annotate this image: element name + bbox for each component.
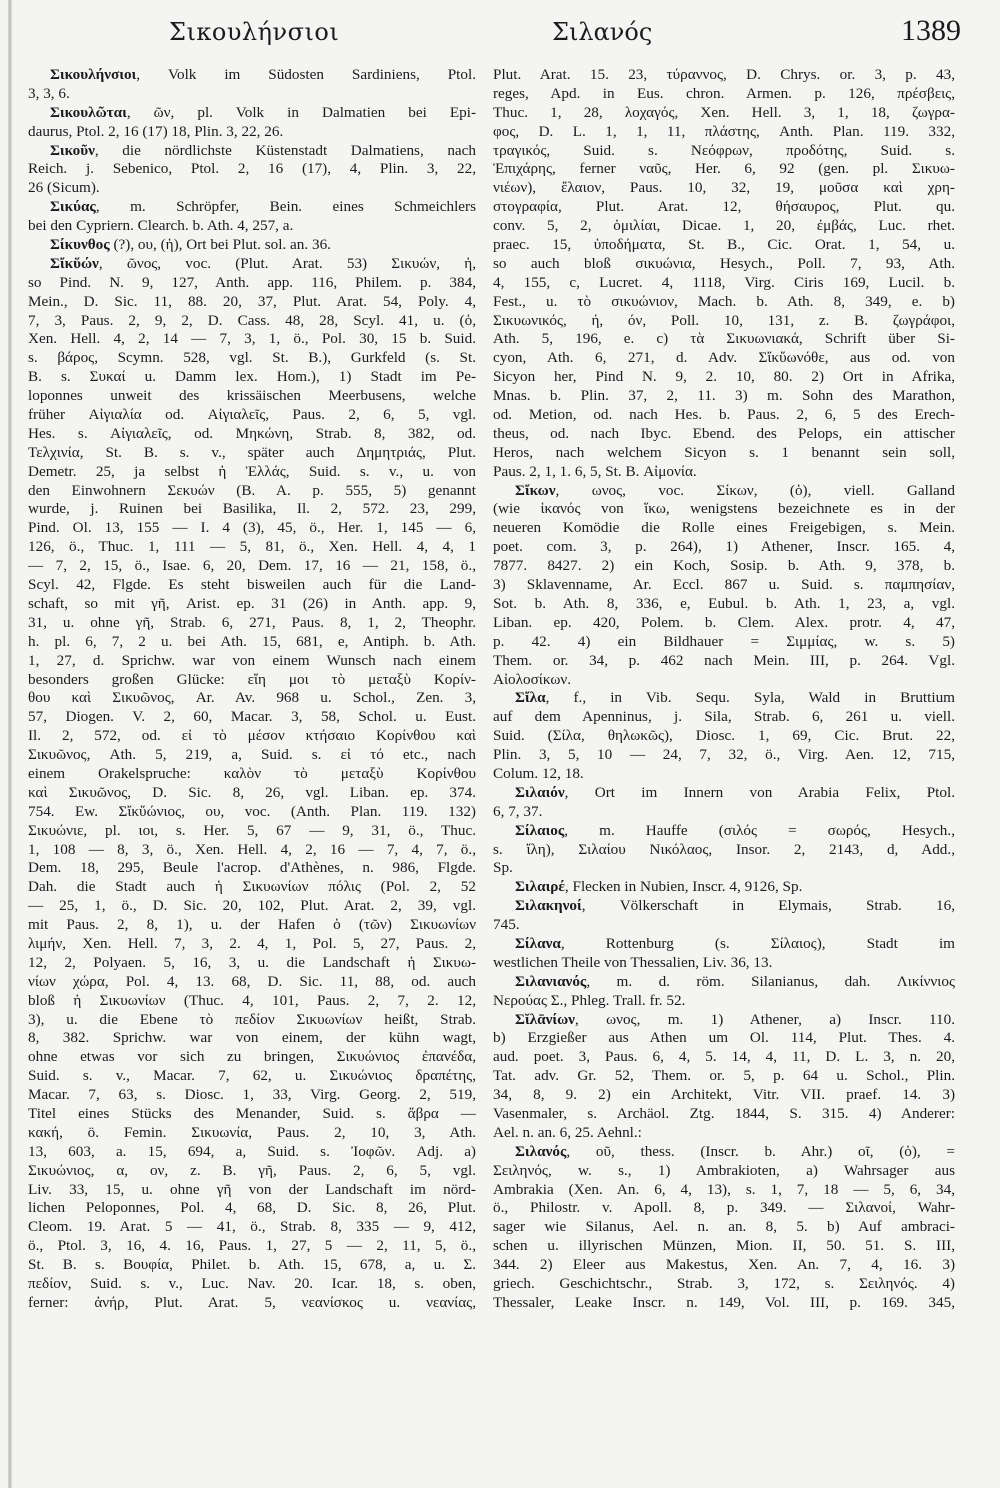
entry-text-line: φος, D. L. 1, 1, 11, πλάστης, Anth. Plan. 119. 332, bbox=[493, 122, 955, 140]
entry-text-line: στογραφία, Plut. Arat. 12, θήσαυρος, Plut. qu. bbox=[493, 198, 955, 216]
entry-text-line: 31, u. ohne γῆ, Strab. 6, 271, Paus. 8, 1, 2, Theophr. bbox=[28, 613, 476, 631]
entry-text-line: s. ἴλη), Σιλαίου Νικόλαος, Insor. 2, 2143, d, Add., bbox=[493, 840, 955, 858]
entry-text-line: p. 42. 4) ein Bildhauer = Σιμμίας, w. s. 5) bbox=[493, 632, 955, 650]
entry-text-line: Liv. 33, 15, u. ohne γῆ von der Landschaft im nörd- bbox=[28, 1180, 476, 1198]
entry-text-line: B. s. Συκαί u. Damm lex. Hom.), 1) Stadt im Pe- bbox=[28, 368, 476, 386]
entry-text-line: St. B. s. Βουφία, Philet. b. Ath. 15, 678, a, u. Σ. bbox=[28, 1256, 476, 1274]
entry-text-line: Tat. adv. Gr. 52, Them. or. 5, p. 64 u. Schol., Plin. bbox=[493, 1067, 955, 1085]
entry-text-line: Αἰολοσίκων. bbox=[493, 670, 572, 688]
entry-text-line: νίων χώρα, Pol. 4, 13. 68, D. Sic. 11, 88, od. auch bbox=[28, 972, 476, 990]
entry-text-line: so auch bloß σικυώνια, Hesych., Poll. 7, 93, Ath. bbox=[493, 254, 955, 272]
entry-text-line: Titel eines Stücks des Menander, Suid. s. ἅβρα — bbox=[28, 1104, 476, 1122]
entry-text-line: Sot. b. Ath. 8, 336, e, Eubul. b. Ath. 1, 23, a, vgl. bbox=[493, 594, 955, 612]
headword: Σῐλᾱνίων bbox=[515, 1010, 575, 1028]
entry-text-line: 8, 382. Sprichw. war von einem, der kühn wagt, bbox=[28, 1029, 476, 1047]
entry-text-line: καὶ Σικυῶνος, D. Sic. 8, 26, vgl. Liban. ep. 374. bbox=[28, 783, 476, 801]
entry-text-line: 4, 155, c, Lucret. 4, 1118, Virg. Ciris 169, Lucil. b. bbox=[493, 273, 955, 291]
headword: Σιλακηνοί bbox=[515, 897, 582, 915]
entry-headword-line: Σἴλα, f., in Vib. Sequ. Syla, Wald in Bruttium bbox=[515, 689, 955, 707]
entry-headword-line: Σιλακηνοί, Völkerschaft in Elymais, Strab. 16, bbox=[515, 897, 955, 915]
running-head-center: Σιλανός bbox=[552, 18, 653, 46]
entry-text-line: so Pind. N. 9, 127, Anth. app. 116, Philem. p. 384, bbox=[28, 273, 476, 291]
entry-text-line: λιμήν, Xen. Hell. 7, 3, 2. 4, 1, Pol. 5, 27, Paus. 2, bbox=[28, 934, 476, 952]
entry-text-line: Hes. s. Αἰγιαλεῖς, od. Μηκώνη, Strab. 8, 382, od. bbox=[28, 424, 476, 442]
entry-text-line: Thessaler, Leake Inscr. n. 149, Vol. III, p. 169. 345, bbox=[493, 1293, 955, 1311]
entry-text-line: Plin. 3, 5, 10 — 24, 7, 32, ö., Virg. Aen. 12, 715, bbox=[493, 746, 955, 764]
entry-headword-line: Σιλαιρέ, Flecken in Nubien, Inscr. 4, 9126, Sp. bbox=[515, 878, 803, 896]
entry-text-line: Pind. Ol. 13, 155 — I. 4 (3), 45, ö., Her. 1, 145 — 6, bbox=[28, 519, 476, 537]
entry-text-line: Ambrakia (Xen. An. 6, 4, 13), s. 1, 7, 18 — 5, 6, 34, bbox=[493, 1180, 955, 1198]
entry-text-line: griech. Geschichtschr., Strab. 3, 172, s. Σειληνός. 4) bbox=[493, 1275, 955, 1292]
entry-text-line: κακή, ö. Femin. Σικυωνία, Paus. 2, 10, 3, Ath. bbox=[28, 1123, 476, 1141]
page-header bbox=[24, 12, 984, 52]
headword: Σικοῦν bbox=[50, 141, 95, 159]
entry-text-line: 126, ö., Thuc. 1, 111 — 5, 81, ö., Xen. Hell. 4, 4, 1 bbox=[28, 538, 476, 556]
entry-text-line: conv. 5, 2, ὁμιλίαι, Dicae. 1, 20, ἐμβάς, Luc. rhet. bbox=[493, 217, 955, 235]
entry-text-line: — 25, 1, ö., D. Sic. 20, 102, Plut. Arat. 2, 39, vgl. bbox=[28, 897, 476, 915]
entry-text-line: Scyl. 42, Flgde. Es steht bisweilen auch für die Land- bbox=[28, 576, 476, 594]
entry-text-line: Σικυώνιε, pl. ιοι, s. Her. 5, 67 — 9, 31, ö., Thuc. bbox=[28, 821, 476, 839]
entry-text-line: 7, 3, Paus. 2, 9, 2, D. Cass. 48, 28, Scyl. 41, u. (ὁ, bbox=[28, 311, 476, 329]
entry-text-line: reges, Apd. in Eus. chron. Armen. p. 126, πρέσβεις, bbox=[493, 84, 955, 102]
entry-text-line: früher Αἰγιαλία od. Αἰγιαλεῖς, Paus. 2, 6, 5, vgl. bbox=[28, 406, 476, 424]
entry-headword-line: Σιλανιανός, m. d. röm. Silanianus, dah. Λικίννιος bbox=[515, 972, 955, 990]
entry-text-line: auf dem Apenninus, j. Sila, Strab. 6, 261 u. viell. bbox=[493, 708, 955, 726]
dictionary-page bbox=[24, 0, 984, 1488]
entry-text-line: Demetr. 25, ja selbst ἡ Ἑλλάς, Suid. s. v., u. von bbox=[28, 462, 476, 480]
entry-headword-line: Σἴκων, ωνος, voc. Σίκων, (ὁ), viell. Galland bbox=[515, 481, 955, 499]
entry-headword-line: Σικουλῶται, ῶν, pl. Volk in Dalmatien bei Epi- bbox=[50, 103, 476, 121]
entry-text-line: bloß ἡ Σικυωνίων (Thuc. 4, 101, Paus. 2, 7, 2. 12, bbox=[28, 991, 476, 1009]
entry-text-line: Paus. 2, 1, 1. 6, 5, St. B. Αἰμονία. bbox=[493, 462, 697, 480]
entry-text-line: 26 (Sicum). bbox=[28, 179, 100, 197]
entry-text-line: s. βάρος, Scymn. 528, vgl. St. B.), Gurkfeld (s. St. bbox=[28, 349, 476, 367]
entry-text-line: 57, Diogen. V. 2, 60, Macar. 3, 58, Schol. u. Eust. bbox=[28, 708, 476, 726]
entry-text-line: ö., Ptol. 3, 16, 4. 16, Paus. 1, 27, 5 — 2, 11, 5, ö., bbox=[28, 1237, 476, 1255]
entry-text-line: Τελχινία, St. B. s. v., später auch Δημητριάς, Plut. bbox=[28, 443, 476, 461]
entry-text-line: Mnas. b. Plin. 37, 2, 11. 3) m. Sohn des Marathon, bbox=[493, 387, 955, 405]
entry-text-line: Σικυῶνος, Ath. 5, 219, a, Suid. s. εἰ τό etc., nach bbox=[28, 746, 476, 764]
entry-text-line: Sicyon her, Pind N. 9, 2. 10, 80. 2) Ort in Afrika, bbox=[493, 368, 955, 386]
entry-text-line: h. pl. 6, 7, 2 u. bei Ath. 15, 681, e, Antiph. b. Ath. bbox=[28, 632, 476, 650]
entry-headword-line: Σικουλήνσιοι, Volk im Südosten Sardiniens, Ptol. bbox=[50, 66, 476, 83]
running-head-left: Σικουλήνσιοι bbox=[169, 18, 340, 46]
entry-headword-line: Σίκυνθος (?), ου, (ἡ), Ort bei Plut. sol. an. 36. bbox=[50, 236, 331, 254]
left-column bbox=[28, 66, 476, 1313]
entry-text-line: Dem. 18, 295, Beule l'acrop. d'Athènes, n. 986, Flgde. bbox=[28, 859, 476, 877]
entry-text-line: Ath. 5, 196, e. c) τὰ Σικυωνιακά, Schrift über Si- bbox=[493, 330, 955, 348]
entry-text-line: πεδίον, Suid. s. v., Luc. Nav. 20. Icar. 18, s. oben, bbox=[28, 1275, 476, 1292]
entry-headword-line: Σιλαιόν, Ort im Innern von Arabia Felix, Ptol. bbox=[515, 783, 955, 801]
entry-text-line: loponnes unweit des krissäischen Meerbusens, welche bbox=[28, 387, 476, 405]
entry-text-line: 12, 2, Polyaen. 5, 16, 3, u. die Landschaft ἡ Σικυω- bbox=[28, 953, 476, 971]
entry-text-line: lichen Peloponnes, Pol. 4, 68, D. Sic. 8, 26, Plut. bbox=[28, 1199, 476, 1217]
entry-text-line: Mein., D. Sic. 11, 88. 20, 37, Plut. Arat. 54, Poly. 4, bbox=[28, 292, 476, 310]
entry-text-line: Σικυώνιος, α, ον, z. B. γῆ, Paus. 2, 6, 5, vgl. bbox=[28, 1161, 476, 1179]
headword: Σίλαιος bbox=[515, 821, 565, 839]
entry-headword-line: Σικύας, m. Schröpfer, Bein. eines Schmeichlers bbox=[50, 198, 476, 216]
headword: Σίλανα bbox=[515, 934, 561, 952]
entry-text-line: theus, od. nach Ibyc. Ebend. des Pelops, ein attischer bbox=[493, 424, 955, 442]
entry-headword-line: Σιλανός, οῦ, thess. (Inscr. b. Ahr.) οῖ, (ὁ), = bbox=[515, 1142, 955, 1160]
headword: Σικουλῶται bbox=[50, 103, 127, 121]
entry-text-line: ohne etwas vor sich zu bringen, Σικυώνιος ἐπανέδα, bbox=[28, 1048, 476, 1066]
right-column bbox=[493, 66, 955, 1313]
headword: Σιλανός bbox=[515, 1142, 567, 1160]
entry-text-line: (wie ἱκανός von ἵκω, wenigstens bezeichnete es in der bbox=[493, 500, 955, 518]
entry-text-line: bei den Cypriern. Clearch. b. Ath. 4, 257, a. bbox=[28, 217, 294, 235]
entry-text-line: aud. poet. 3, Paus. 6, 4, 5. 14, 4, 11, D. L. 3, n. 20, bbox=[493, 1048, 955, 1066]
entry-text-line: einem Orakelspruche: καλὸν τὸ μεταξὺ Κορίνθου bbox=[28, 764, 476, 782]
headword: Σἴλα bbox=[515, 689, 546, 707]
entry-text-line: westlichen Theile von Thessalien, Liv. 36, 13. bbox=[493, 953, 773, 971]
entry-text-line: cyon, Ath. 6, 271, d. Adv. Σἴκὕωνόθε, aus od. von bbox=[493, 349, 955, 367]
entry-text-line: sager wie Silanus, Ael. n. an. 8, 5. b) Auf ambraci- bbox=[493, 1218, 955, 1236]
entry-text-line: den Einwohnern Σεκυών (B. A. p. 555, 5) genannt bbox=[28, 481, 476, 499]
entry-text-line: Them. or. 34, p. 462 nach Mein. III, p. 264. Vgl. bbox=[493, 651, 955, 669]
entry-text-line: ö., Philostr. v. Apoll. 8, p. 349. — Σιλανοί, Wahr- bbox=[493, 1199, 955, 1217]
entry-text-line: Suid. s. v., Macar. 7, 62, u. Σικυώνιος δραπέτης, bbox=[28, 1067, 476, 1085]
entry-headword-line: Σῐλᾱνίων, ωνος, m. 1) Athener, a) Inscr. 110. bbox=[515, 1010, 955, 1028]
entry-text-line: 754. Ew. Σἴκὕώνιος, ου, voc. (Anth. Plan. 119. 132) bbox=[28, 802, 476, 820]
entry-headword-line: Σικοῦν, die nördlichste Küstenstadt Dalmatiens, nach bbox=[50, 141, 476, 159]
entry-text-line: 1, 27, d. Sprichw. war von einem Wunsch nach einem bbox=[28, 651, 476, 669]
entry-text-line: Il. 2, 572, od. εἰ τὸ μέσον κτήσαιο Κορίνθου καὶ bbox=[28, 727, 476, 745]
entry-headword-line: Σἴκὕών, ῶνος, voc. (Plut. Arat. 53) Σικυών, ἡ, bbox=[50, 254, 476, 272]
entry-text-line: Colum. 12, 18. bbox=[493, 764, 584, 782]
entry-text-line: νιέων), ἔλαιον, Paus. 10, 32, 19, μοῦσα καὶ χρη- bbox=[493, 179, 955, 197]
entry-text-line: ferner: ἀνήρ, Plut. Arat. 5, νεανίσκος u. νεανίας, bbox=[28, 1293, 476, 1311]
headword: Σἴκων bbox=[515, 481, 556, 499]
entry-text-line: Ἐπιχάρης, ferner ναῦς, Her. 6, 92 (gen. pl. Σικυω- bbox=[493, 160, 955, 178]
entry-text-line: Dah. die Stadt auch ἡ Σικυωνίων πόλις (Pol. 2, 52 bbox=[28, 878, 476, 896]
entry-text-line: schen u. illyrischen Münzen, Mion. II, 50. 51. S. III, bbox=[493, 1237, 955, 1255]
entry-text-line: Ael. n. an. 6, 25. Aehnl.: bbox=[493, 1123, 642, 1141]
entry-text-line: daurus, Ptol. 2, 16 (17) 18, Plin. 3, 22, 26. bbox=[28, 122, 284, 140]
entry-text-line: — 7, 2, 15, ö., Isae. 6, 20, Dem. 17, 16 — 21, 158, ö., bbox=[28, 557, 476, 575]
entry-text-line: od. Metion, od. nach Hes. b. Paus. 2, 6, 5 des Erech- bbox=[493, 406, 955, 424]
entry-text-line: mit Paus. 2, 8, 1), u. der Hafen ὁ (τῶν) Σικυωνίων bbox=[28, 916, 476, 934]
headword: Σίκυνθος bbox=[50, 236, 110, 254]
entry-text-line: 3) Sklavenname, Ar. Eccl. 867 u. Suid. s. παμπησίαν, bbox=[493, 576, 955, 594]
entry-text-line: Reich. j. Sebenico, Ptol. 2, 16 (17), 4, Plin. 3, 22, bbox=[28, 160, 476, 178]
entry-text-line: Σικυωνικός, ή, όν, Poll. 10, 131, z. B. ζωγράφοι, bbox=[493, 311, 955, 329]
entry-text-line: Νερούας Σ., Phleg. Trall. fr. 52. bbox=[493, 991, 686, 1009]
entry-text-line: Thuc. 1, 28, λοχαγός, Xen. Hell. 3, 1, 18, ζωγρα- bbox=[493, 103, 955, 121]
entry-text-line: wurde, j. Ruinen bei Basilika, Il. 2, 572. 23, 299, bbox=[28, 500, 476, 518]
entry-text-line: 3), u. die Ebene τὸ πεδίον Σικυωνίων heißt, Strab. bbox=[28, 1010, 476, 1028]
entry-text-line: Sp. bbox=[493, 859, 513, 877]
entry-text-line: besonders großen Glücke: εἴη μοι τὸ μεταξὺ Κορίν- bbox=[28, 670, 476, 688]
entry-text-line: Σειληνός, w. s., 1) Ambrakioten, a) Wahrsager aus bbox=[493, 1161, 955, 1179]
headword: Σικουλήνσιοι bbox=[50, 66, 137, 83]
page-number: 1389 bbox=[901, 14, 961, 47]
entry-text-line: Cleom. 19. Arat. 5 — 41, ö., Strab. 8, 335 — 9, 412, bbox=[28, 1218, 476, 1236]
entry-text-line: 7877. 8427. 2) ein Koch, Sosip. b. Ath. 9, 378, b. bbox=[493, 557, 955, 575]
headword: Σιλαιρέ bbox=[515, 878, 565, 896]
entry-text-line: neueren Komödie die Rolle eines Freigebigen, s. Mein. bbox=[493, 519, 955, 537]
entry-text-line: 344. 2) Eleer aus Makestus, Xen. An. 7, 4, 16. 3) bbox=[493, 1256, 955, 1274]
entry-text-line: Xen. Hell. 4, 2, 14 — 7, 3, 1, ö., Pol. 30, 15 b. Suid. bbox=[28, 330, 476, 348]
headword: Σἴκὕών bbox=[50, 254, 99, 272]
entry-text-line: Suid. (Σίλα, θηλωκῶς), Diosc. 1, 69, Cic. Brut. 22, bbox=[493, 727, 955, 745]
headword: Σιλαιόν bbox=[515, 783, 565, 801]
entry-text-line: poet. com. 3, p. 264), 1) Athener, Inscr. 165. 4, bbox=[493, 538, 955, 556]
entry-text-line: Liban. ep. 420, Polem. b. Clem. Alex. protr. 4, 47, bbox=[493, 613, 955, 631]
entry-text-line: 3, 3, 6. bbox=[28, 84, 70, 102]
entry-text-line: Macar. 7, 63, s. Diosc. 1, 33, Virg. Georg. 2, 519, bbox=[28, 1086, 476, 1104]
entry-text-line: 13, 603, a. 15, 694, a, Suid. s. Ἰοφῶν. Adj. a) bbox=[28, 1142, 476, 1160]
headword: Σιλανιανός bbox=[515, 972, 587, 990]
entry-text-line: 745. bbox=[493, 916, 520, 934]
entry-text-line: 6, 7, 37. bbox=[493, 802, 543, 820]
entry-text-line: Plut. Arat. 15. 23, τύραννος, D. Chrys. or. 3, p. 43, bbox=[493, 66, 955, 83]
entry-text-line: schaft, so mit γῆ, Arist. ep. 31 (26) in Anth. app. 9, bbox=[28, 594, 476, 612]
entry-text-line: 1, 108 — 8, 3, ö., Xen. Hell. 4, 2, 16 — 7, 4, 7, ö., bbox=[28, 840, 476, 858]
entry-text-line: 34, 8, 9. 2) ein Architekt, Vitr. VII. praef. 14. 3) bbox=[493, 1086, 955, 1104]
entry-text-line: b) Erzgießer aus Athen um Ol. 114, Plut. Thes. 4. bbox=[493, 1029, 955, 1047]
entry-text-line: Heros, nach welchem Sicyon s. 1 benannt sein soll, bbox=[493, 443, 955, 461]
entry-text-line: θου καὶ Σικυῶνος, Ar. Av. 968 u. Schol., Zen. 3, bbox=[28, 689, 476, 707]
entry-headword-line: Σίλανα, Rottenburg (s. Σίλαιος), Stadt im bbox=[515, 934, 955, 952]
page-binding-edge bbox=[8, 0, 12, 1488]
entry-text-line: Vasenmaler, s. Archäol. Ztg. 1844, S. 315. 4) Anderer: bbox=[493, 1104, 955, 1122]
entry-headword-line: Σίλαιος, m. Hauffe (σιλός = σωρός, Hesych., bbox=[515, 821, 955, 839]
entry-text-line: Fest., u. τὸ σικυώνιον, Mach. b. Ath. 8, 349, e. b) bbox=[493, 292, 955, 310]
entry-text-line: τραγικός, Suid. s. Νεόφρων, προδότης, Suid. s. bbox=[493, 141, 955, 159]
entry-text-line: praec. 15, ὑποδήματα, St. B., Cic. Orat. 1, 54, u. bbox=[493, 236, 955, 254]
headword: Σικύας bbox=[50, 198, 96, 216]
